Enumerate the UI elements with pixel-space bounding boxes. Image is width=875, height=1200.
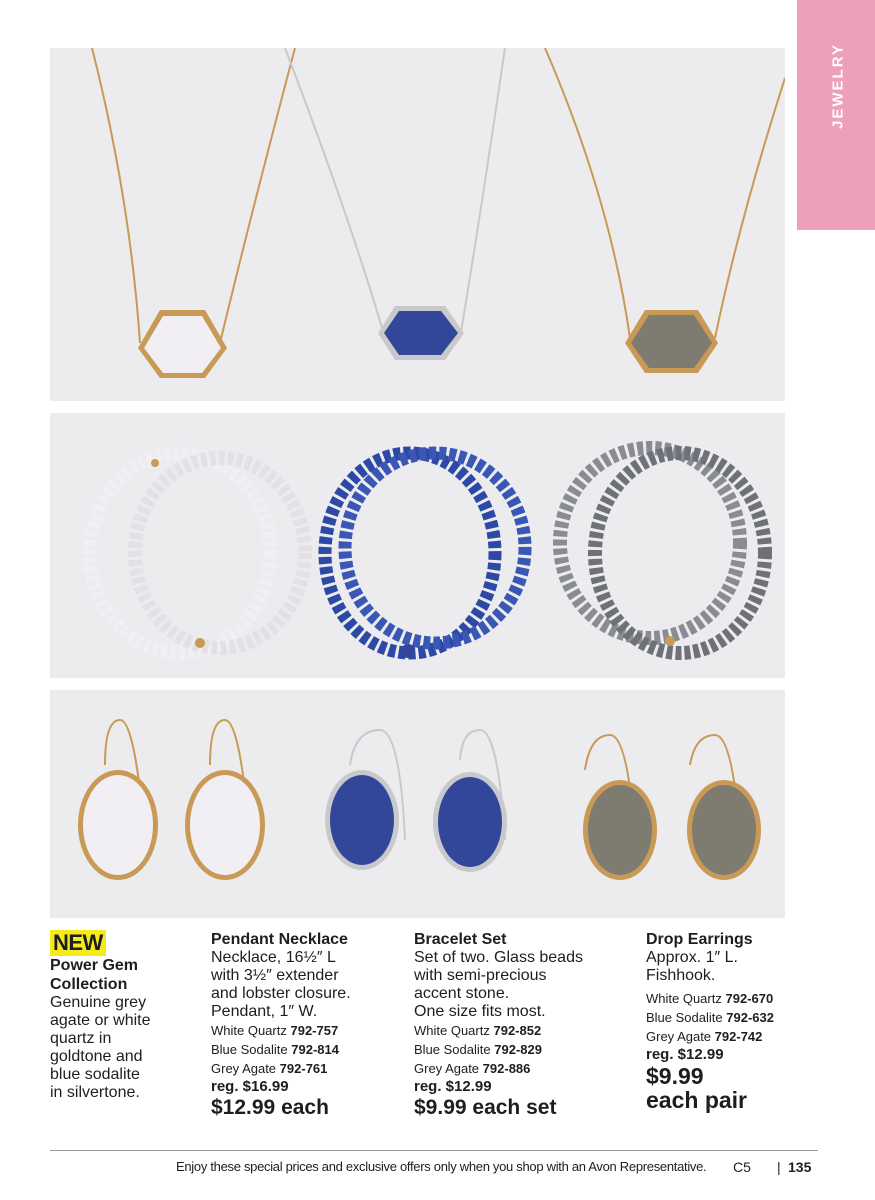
variant-sku: 792-742 — [714, 1029, 763, 1044]
pendant-necklace-info — [211, 930, 406, 1120]
variant-sku: 792-852 — [493, 1023, 542, 1038]
collection-title-line: Power Gem — [50, 957, 139, 974]
variant-label: White Quartz — [211, 1023, 287, 1038]
variant-label: Grey Agate — [414, 1061, 480, 1076]
intro-column — [50, 930, 200, 1102]
page-number: 135 — [788, 1159, 812, 1175]
new-badge: NEW — [50, 930, 106, 956]
variant-sku: 792-814 — [291, 1042, 339, 1057]
regular-price: reg. $12.99 — [414, 1078, 492, 1095]
page-separator: | — [777, 1159, 781, 1175]
variant-row — [646, 1027, 821, 1046]
variant-sku: 792-829 — [494, 1042, 542, 1057]
product-desc-line: Set of two. Glass beads — [414, 949, 583, 966]
grey-agate-pendant — [625, 310, 718, 373]
bracelet-photo — [50, 413, 785, 678]
blue-sodalite-earrings — [325, 730, 507, 872]
sale-price: $9.99 each set — [414, 1096, 557, 1119]
variant-label: White Quartz — [646, 991, 722, 1006]
collection-desc-line: Genuine grey — [50, 994, 147, 1011]
variant-sku: 792-670 — [725, 991, 774, 1006]
bracelet-set-info — [414, 930, 629, 1120]
variant-label: Blue Sodalite — [211, 1042, 288, 1057]
variant-row — [211, 1040, 406, 1059]
sale-price: $9.99 — [646, 1063, 704, 1089]
blue-sodalite-bracelet — [325, 453, 525, 658]
regular-price: reg. $16.99 — [211, 1078, 289, 1095]
grey-agate-earrings — [583, 735, 761, 880]
product-name: Pendant Necklace — [211, 931, 348, 948]
variant-row — [646, 1008, 821, 1027]
collection-desc-line: blue sodalite — [50, 1066, 140, 1083]
variant-row — [646, 989, 821, 1008]
product-desc-line: with 3½″ extender — [211, 967, 339, 984]
collection-desc-line: quartz in — [50, 1030, 112, 1047]
blue-sodalite-pendant — [378, 306, 464, 360]
variant-sku: 792-632 — [726, 1010, 774, 1025]
variant-row — [211, 1021, 406, 1040]
white-quartz-earrings — [78, 720, 265, 880]
product-desc-line: One size fits most. — [414, 1003, 546, 1020]
variant-label: White Quartz — [414, 1023, 490, 1038]
grey-agate-bracelet — [560, 448, 765, 653]
variant-label: Grey Agate — [646, 1029, 712, 1044]
variant-row — [211, 1059, 406, 1078]
collection-title-line: Collection — [50, 976, 128, 993]
collection-desc-line: agate or white — [50, 1012, 151, 1029]
variant-row — [414, 1021, 629, 1040]
footer-disclaimer: Enjoy these special prices and exclusive offers only when you shop with an Avon Representative. — [176, 1159, 707, 1174]
product-name: Drop Earrings — [646, 931, 753, 948]
footer-divider — [50, 1150, 818, 1151]
product-desc-line: Fishhook. — [646, 967, 716, 984]
variant-label: Blue Sodalite — [646, 1010, 723, 1025]
sale-price: $12.99 each — [211, 1096, 329, 1119]
variant-sku: 792-761 — [279, 1061, 328, 1076]
section-tab-label: JEWELRY — [829, 43, 847, 129]
product-desc-line: accent stone. — [414, 985, 510, 1002]
collection-desc-line: goldtone and — [50, 1048, 143, 1065]
product-desc-line: and lobster closure. — [211, 985, 351, 1002]
variant-sku: 792-757 — [290, 1023, 339, 1038]
drop-earrings-info — [646, 930, 821, 1112]
page-code: C5 — [733, 1159, 751, 1175]
product-desc-line: Approx. 1″ L. — [646, 949, 738, 966]
variant-label: Grey Agate — [211, 1061, 277, 1076]
product-desc-line: with semi-precious — [414, 967, 547, 984]
white-quartz-bracelet — [90, 453, 305, 653]
variant-row — [414, 1040, 629, 1059]
product-desc-line: Necklace, 16½″ L — [211, 949, 336, 966]
variant-row — [414, 1059, 629, 1078]
product-desc-line: Pendant, 1″ W. — [211, 1003, 318, 1020]
variant-label: Blue Sodalite — [414, 1042, 491, 1057]
white-quartz-pendant — [138, 310, 227, 378]
collection-desc-line: in silvertone. — [50, 1084, 140, 1101]
earring-photo — [50, 690, 785, 918]
sale-price-unit: each pair — [646, 1087, 747, 1113]
necklace-photo — [50, 48, 785, 401]
product-name: Bracelet Set — [414, 931, 507, 948]
regular-price: reg. $12.99 — [646, 1046, 724, 1063]
variant-sku: 792-886 — [482, 1061, 531, 1076]
